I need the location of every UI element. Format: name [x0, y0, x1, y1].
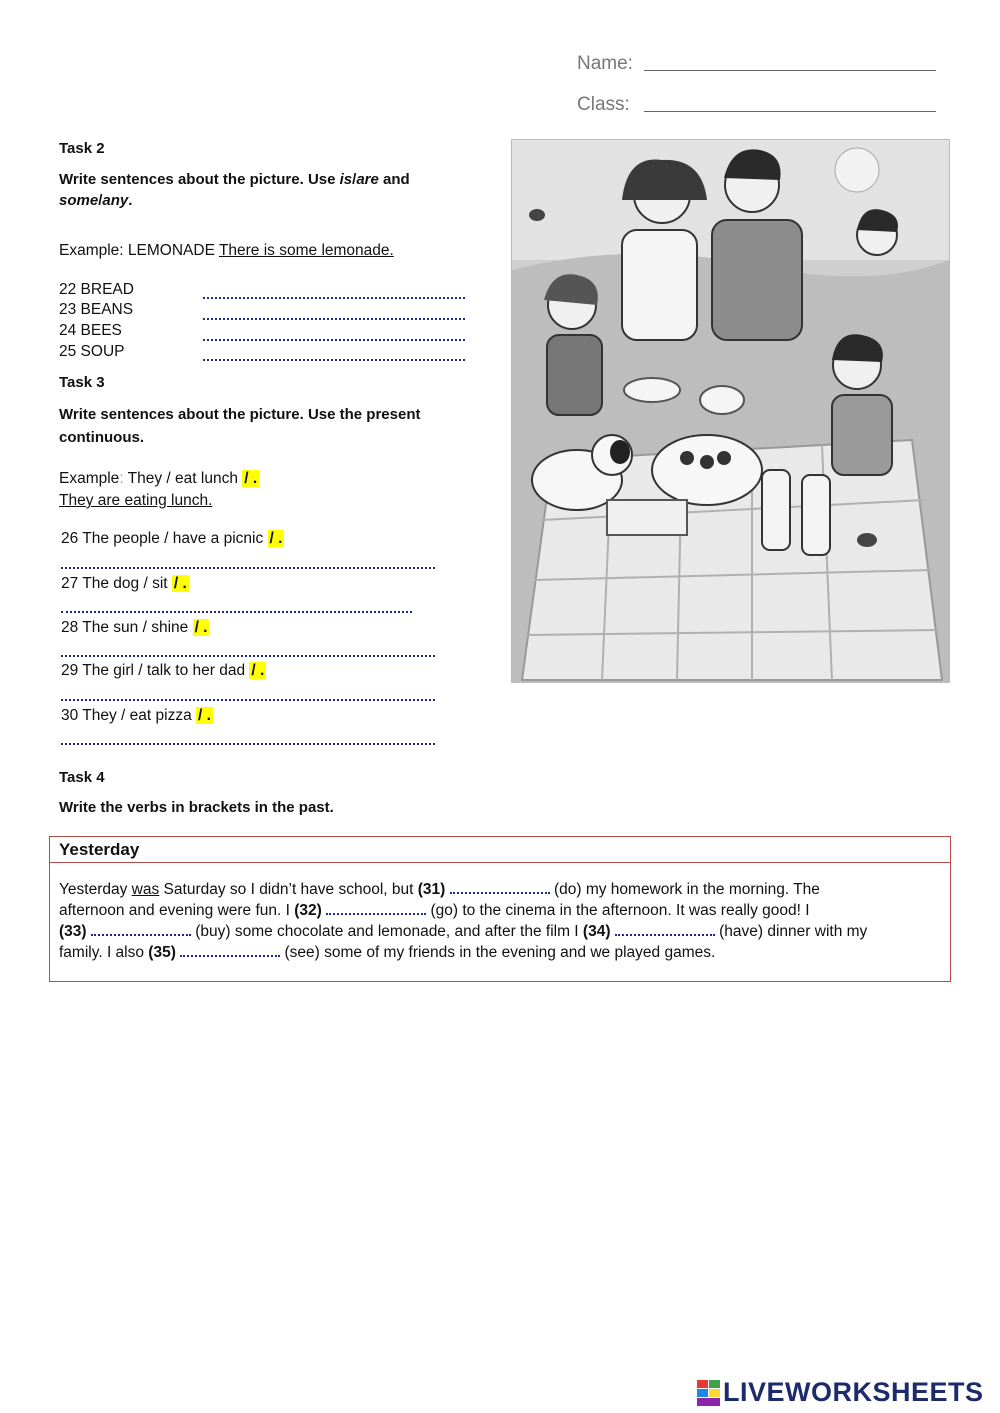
task2-item-22: 22 BREAD	[59, 281, 134, 298]
name-line[interactable]	[644, 70, 936, 71]
story-title: Yesterday	[50, 837, 950, 863]
answer-34-blank[interactable]	[615, 922, 715, 936]
picnic-scene-svg	[512, 140, 949, 682]
class-label: Class:	[577, 94, 630, 115]
answer-24-blank[interactable]	[203, 339, 465, 341]
task3-example-answer: They are eating lunch.	[59, 492, 213, 509]
task3-item-30: 30 They / eat pizza / .	[61, 707, 211, 724]
answer-35-blank[interactable]	[180, 943, 280, 957]
task2-item-23: 23 BEANS	[59, 301, 134, 318]
class-line[interactable]	[644, 111, 936, 112]
task2-item-24: 24 BEES	[59, 322, 122, 339]
answer-30-blank[interactable]	[61, 743, 435, 745]
name-label: Name:	[577, 53, 633, 74]
task3-item-28: 28 The sun / shine / .	[61, 619, 208, 636]
answer-26-blank[interactable]	[61, 567, 435, 569]
task3-item-29: 29 The girl / talk to her dad / .	[61, 662, 265, 679]
task3-example: Example: They / eat lunch / .	[59, 470, 258, 487]
liveworksheets-wordmark: LIVEWORKSHEETS	[723, 1377, 984, 1407]
answer-32-blank[interactable]	[326, 901, 426, 915]
picnic-illustration	[511, 139, 950, 683]
answer-33-blank[interactable]	[91, 922, 191, 936]
liveworksheets-logo-icon	[697, 1380, 721, 1406]
answer-29-blank[interactable]	[61, 699, 435, 701]
task2-example-answer: There is some lemonade.	[218, 242, 394, 259]
task4-title: Task 4	[59, 769, 105, 786]
answer-27-blank[interactable]	[61, 611, 412, 613]
answer-31-blank[interactable]	[450, 880, 550, 894]
answer-25-blank[interactable]	[203, 359, 465, 361]
story-text: Yesterday was Saturday so I didn’t have school, but (31) (do) my homework in the morning. The afternoon and evening were fun. I (32) (go) to the cinema in the afternoon. It was really good! I (33) (buy) some chocolate and lemonade, and after the film I (34) (have) dinner with my family. I also (35) (see) some of my friends in the evening and we played games.	[59, 881, 868, 961]
task2-instruction: Write sentences about the picture. Use is/are and some/any.	[59, 171, 410, 209]
task3-item-27: 27 The dog / sit / .	[61, 575, 187, 592]
task2-title: Task 2	[59, 140, 105, 157]
answer-22-blank[interactable]	[203, 297, 465, 299]
liveworksheets-logo	[697, 1377, 997, 1411]
answer-23-blank[interactable]	[203, 318, 465, 320]
answer-28-blank[interactable]	[61, 655, 435, 657]
task4-instruction: Write the verbs in brackets in the past.	[59, 799, 334, 816]
task2-item-25: 25 SOUP	[59, 343, 125, 360]
task3-instruction: Write sentences about the picture. Use the present continuous.	[59, 406, 421, 446]
story-box	[49, 836, 951, 982]
task3-title: Task 3	[59, 374, 105, 391]
task3-item-26: 26 The people / have a picnic / .	[61, 530, 283, 547]
task2-example: Example: LEMONADE There is some lemonade.	[59, 242, 394, 259]
